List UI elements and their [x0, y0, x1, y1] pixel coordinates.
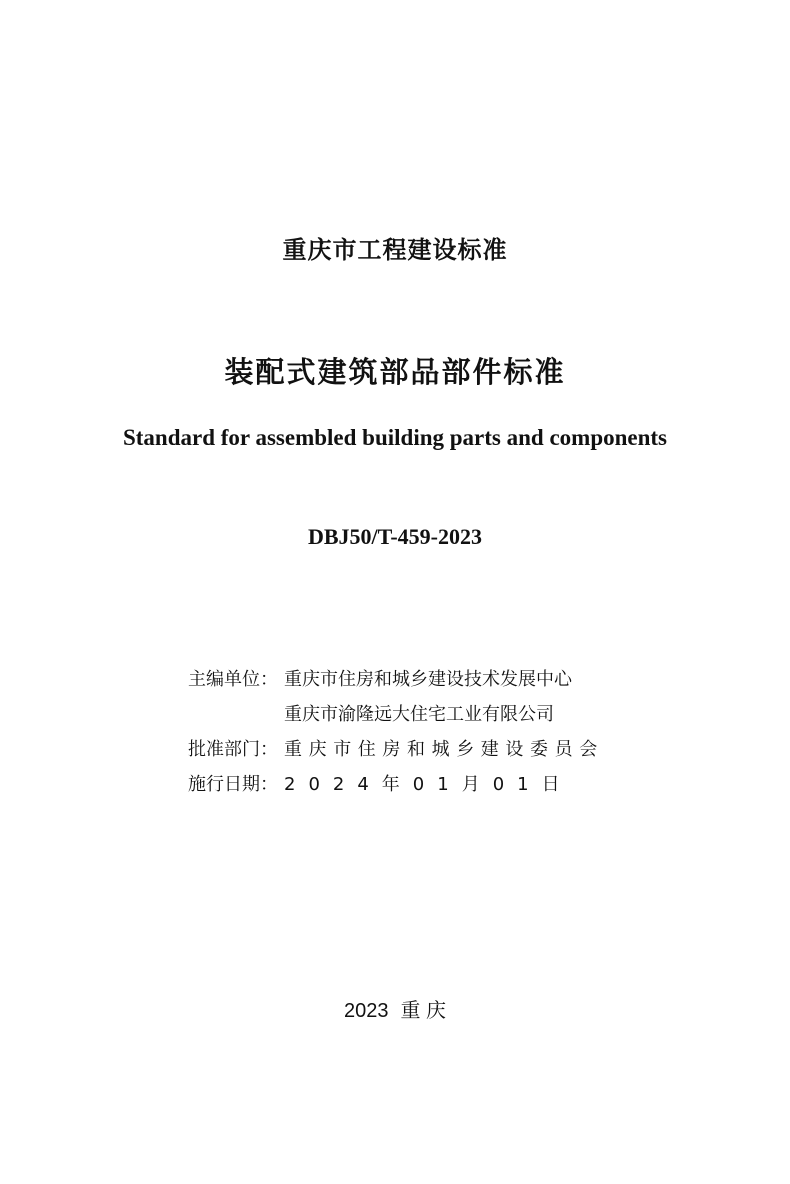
editor-primary: 重庆市住房和城乡建设技术发展中心: [284, 669, 572, 690]
approver-value: 重庆市住房和城乡建设委员会: [284, 739, 604, 760]
approver-row: [188, 732, 604, 767]
effective-date-row: [188, 767, 604, 802]
editor-secondary-row: [188, 697, 604, 732]
effective-date-value: 2024年01月01日: [284, 774, 573, 795]
effective-date-label: 施行日期：: [188, 774, 278, 795]
publication-year: 2023: [343, 1000, 389, 1022]
approver-label: 批准部门：: [188, 739, 278, 760]
series-title: 重庆市工程建设标准: [282, 236, 508, 264]
editor-label: 主编单位：: [188, 669, 278, 690]
standard-code: DBJ50/T-459-2023: [308, 524, 482, 549]
editor-secondary: 重庆市渝隆远大住宅工业有限公司: [284, 704, 554, 725]
document-title-english: Standard for assembled building parts and components: [122, 425, 668, 450]
publication-footer: [0, 994, 790, 1023]
publication-info: [188, 662, 604, 802]
document-title-chinese: 装配式建筑部品部件标准: [224, 355, 566, 389]
editor-row: [188, 662, 604, 697]
publication-place: 重 庆: [400, 1000, 447, 1022]
